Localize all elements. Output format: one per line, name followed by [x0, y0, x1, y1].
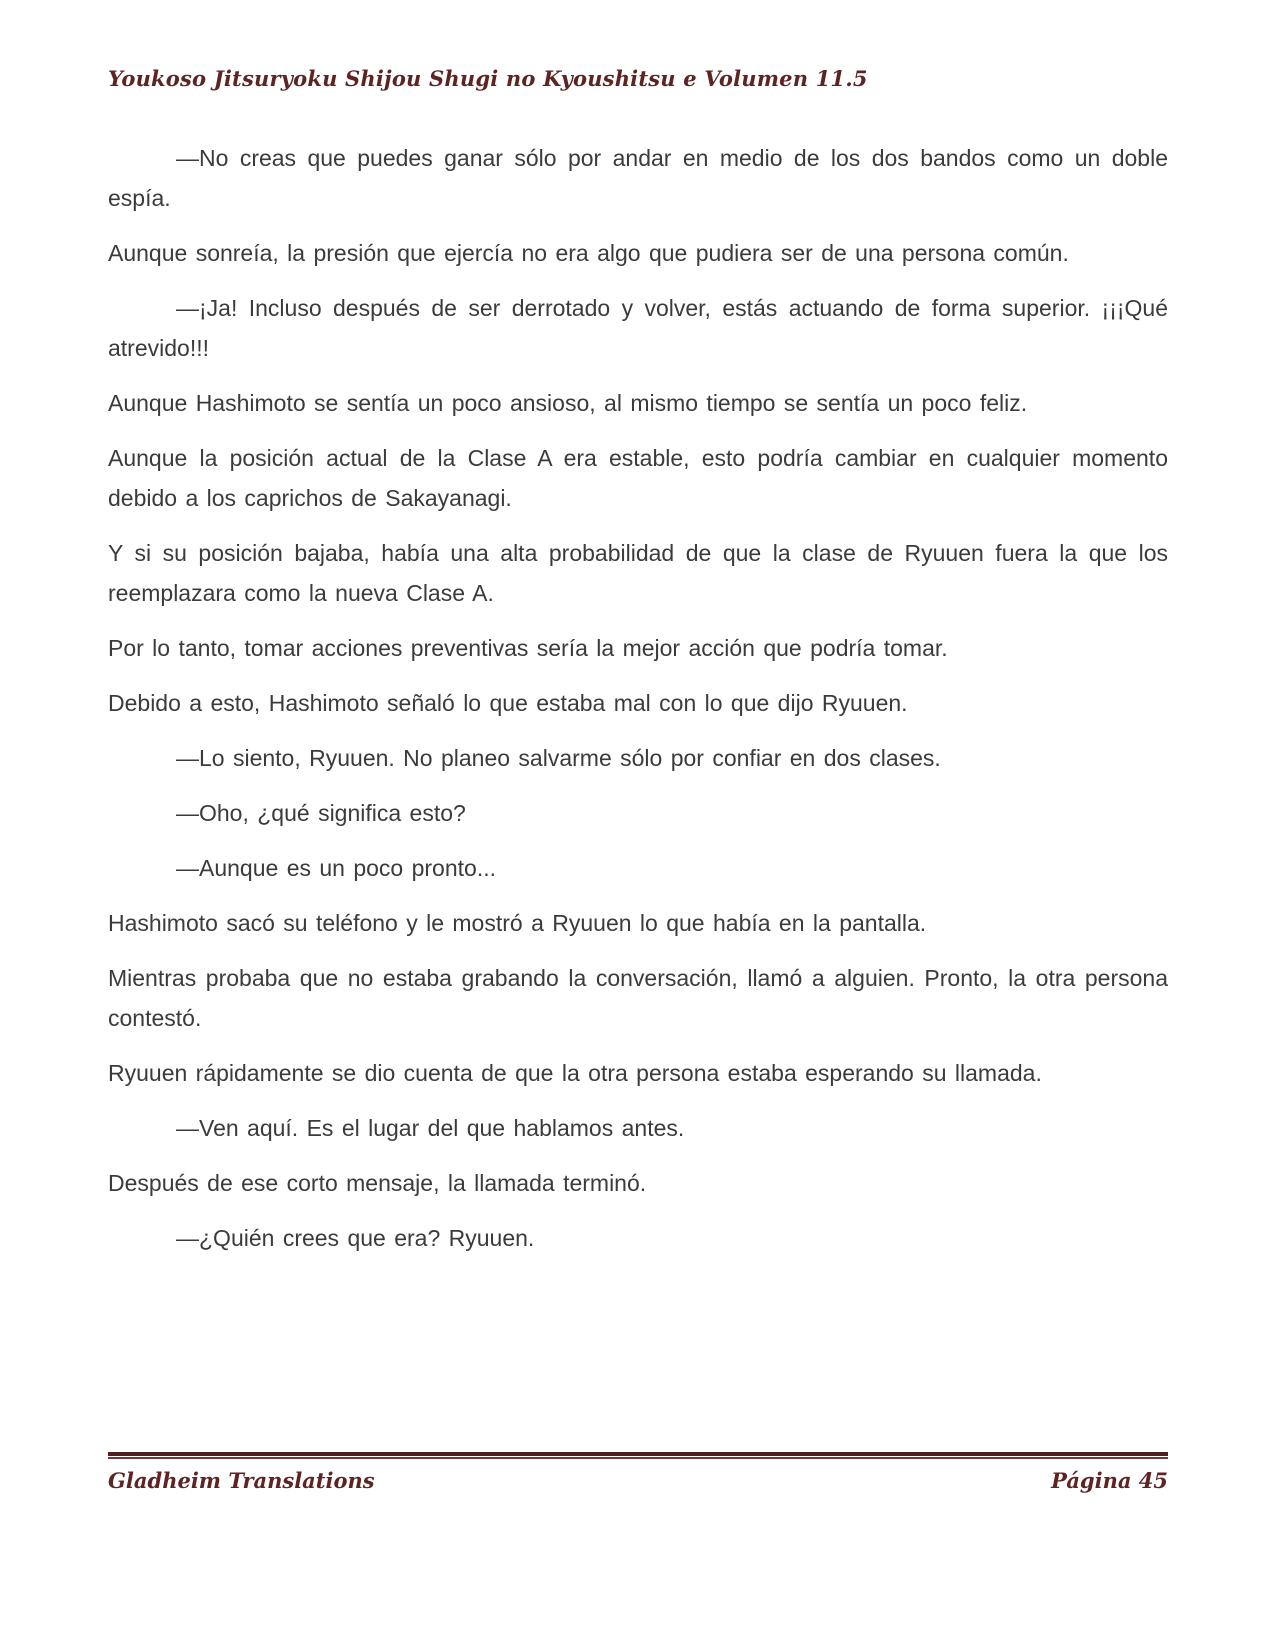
- paragraph: —No creas que puedes ganar sólo por andar en medio de los dos bandos como un doble espía.: [108, 145, 1168, 211]
- footer-rule-thin: [108, 1457, 1168, 1459]
- page-footer: [108, 1452, 1168, 1493]
- paragraph: Debido a esto, Hashimoto señaló lo que estaba mal con lo que dijo Ryuuen.: [108, 690, 908, 716]
- paragraph: —Ven aquí. Es el lugar del que hablamos antes.: [176, 1115, 685, 1141]
- footer-translator-credit: Gladheim Translations: [108, 1468, 375, 1493]
- paragraph: —Aunque es un poco pronto...: [176, 855, 496, 881]
- paragraph: Aunque Hashimoto se sentía un poco ansioso, al mismo tiempo se sentía un poco feliz.: [108, 390, 1028, 416]
- paragraph: Y si su posición bajaba, había una alta probabilidad de que la clase de Ryuuen fuera la que los reemplazara como la nueva Clase A.: [108, 540, 1168, 606]
- paragraph: Después de ese corto mensaje, la llamada terminó.: [108, 1170, 647, 1196]
- footer-rule-thick: [108, 1452, 1168, 1456]
- footer-page-number: Página 45: [1051, 1468, 1168, 1493]
- paragraph: —¡Ja! Incluso después de ser derrotado y volver, estás actuando de forma superior. ¡¡¡Qué atrevido!!!: [108, 295, 1168, 361]
- paragraph: —Oho, ¿qué significa esto?: [176, 800, 466, 826]
- paragraph: Aunque sonreía, la presión que ejercía no era algo que pudiera ser de una persona común.: [108, 240, 1069, 266]
- paragraph: Ryuuen rápidamente se dio cuenta de que la otra persona estaba esperando su llamada.: [108, 1060, 1042, 1086]
- paragraph: —¿Quién crees que era? Ryuuen.: [176, 1225, 535, 1251]
- paragraph: Hashimoto sacó su teléfono y le mostró a Ryuuen lo que había en la pantalla.: [108, 910, 927, 936]
- page-header-title: Youkoso Jitsuryoku Shijou Shugi no Kyoushitsu e Volumen 11.5: [108, 66, 868, 91]
- paragraph: Aunque la posición actual de la Clase A era estable, esto podría cambiar en cualquier momento debido a los caprichos de Sakayanagi.: [108, 445, 1168, 511]
- paragraph: —Lo siento, Ryuuen. No planeo salvarme sólo por confiar en dos clases.: [176, 745, 941, 771]
- document-body: [108, 138, 1168, 1273]
- paragraph: Mientras probaba que no estaba grabando la conversación, llamó a alguien. Pronto, la otra persona contestó.: [108, 965, 1168, 1031]
- paragraph: Por lo tanto, tomar acciones preventivas sería la mejor acción que podría tomar.: [108, 635, 948, 661]
